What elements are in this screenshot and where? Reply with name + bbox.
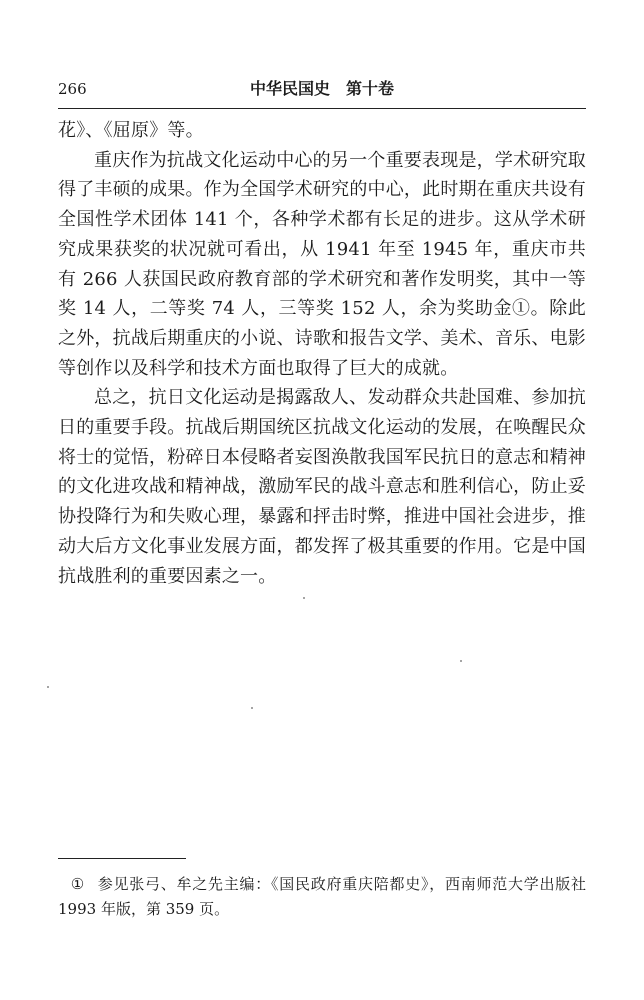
footnote-text: 参见张弓、牟之先主编：《国民政府重庆陪都史》，西南师范大学出版社 1993 年版，第 359 页。 — [58, 875, 586, 918]
scan-speck — [251, 707, 253, 709]
scan-speck — [303, 597, 305, 599]
page-number: 266 — [58, 80, 87, 98]
body-text — [58, 116, 586, 591]
paragraph: 重庆作为抗战文化运动中心的另一个重要表现是，学术研究取得了丰硕的成果。作为全国学术研究的中心，此时期在重庆共设有全国性学术团体 141 个，各种学术都有长足的进步。这从学术研究成果获奖的状况就可看出，从 1941 年至 1945 年，重庆市共有 266 人获国民政府教育部的学术研究和著作发明奖，其中一等奖 14 人，二等奖 74 人，三等奖 152 人，余为奖助金①。除此之外，抗战后期重庆的小说、诗歌和报告文学、美术、音乐、电影等创作以及科学和技术方面也取得了巨大的成就。 — [58, 149, 586, 379]
scan-speck — [47, 686, 49, 688]
footnote-rule — [58, 858, 186, 859]
footnote-mark: ① — [70, 875, 85, 893]
running-head — [58, 78, 586, 102]
header-rule — [58, 108, 586, 109]
paragraph: 总之，抗日文化运动是揭露敌人、发动群众共赴国难、参加抗日的重要手段。抗战后期国统区抗战文化运动的发展，在唤醒民众将士的觉悟，粉碎日本侵略者妄图涣散我国军民抗日的意志和精神的文化进攻战和精神战，激励军民的战斗意志和胜利信心，防止妥协投降行为和失败心理，暴露和抨击时弊，推进中国社会进步，推动大后方文化事业发展方面，都发挥了极其重要的作用。它是中国抗战胜利的重要因素之一。 — [58, 387, 586, 587]
paragraph-continuation: 花》、《屈原》等。 — [58, 120, 204, 141]
scan-speck — [460, 660, 462, 662]
footnote — [58, 872, 586, 922]
running-title: 中华民国史 第十卷 — [249, 79, 394, 98]
